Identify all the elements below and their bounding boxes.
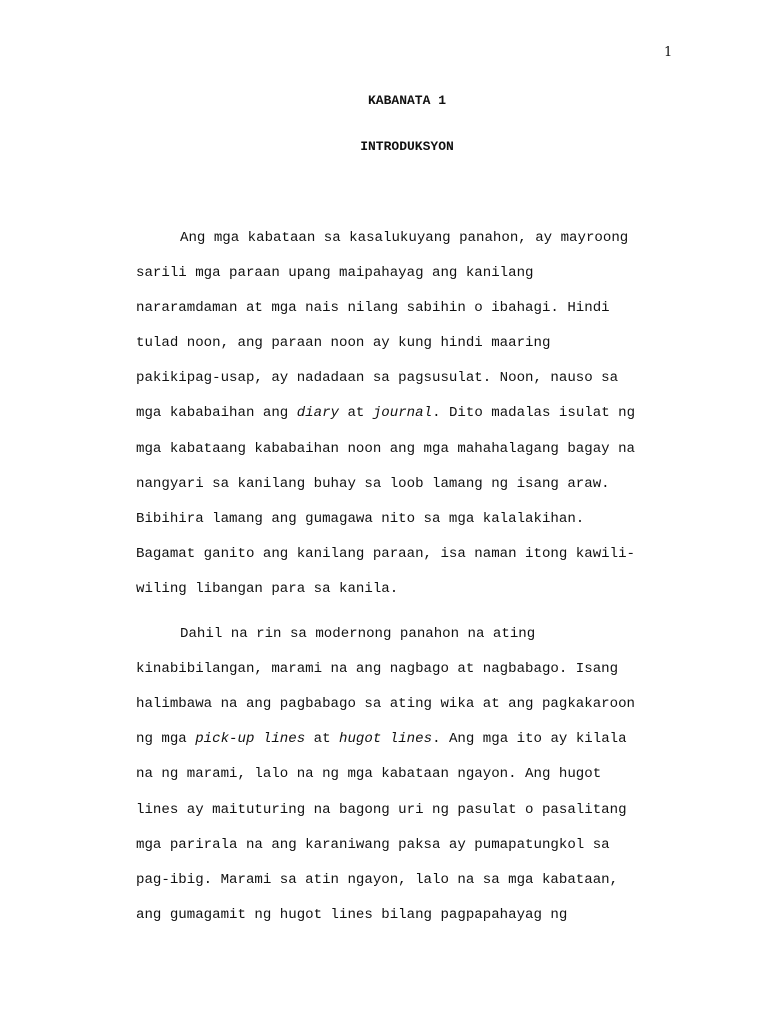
text-segment: nararamdaman at mga nais nilang sabihin o ibahagi. Hindi — [136, 300, 610, 317]
text-line — [136, 256, 676, 291]
text-segment: mga parirala na ang karaniwang paksa ay pumapatungkol sa — [136, 836, 610, 853]
text-line — [136, 828, 676, 863]
text-segment: . Ang mga ito ay kilala — [432, 731, 627, 748]
text-segment: Ang mga kabataan sa kasalukuyang panahon, ay mayroong — [180, 230, 629, 246]
section-title: INTRODUKSYON — [360, 139, 454, 154]
text-segment: mga kabataang kababaihan noon ang mga mahahalagang bagay na — [136, 440, 635, 457]
text-segment: ang gumagamit ng hugot lines bilang pagpapahayag ng — [136, 906, 568, 923]
text-segment: at — [305, 731, 340, 748]
text-segment: nangyari sa kanilang buhay sa loob lamang ng isang araw. — [136, 475, 610, 492]
italic-term: journal — [372, 405, 433, 422]
text-segment: lines ay maituturing na bagong uri ng pasulat o pasalitang — [136, 801, 627, 818]
italic-term: pick-up lines — [195, 731, 306, 748]
page-number: 1 — [664, 45, 673, 60]
text-line — [136, 396, 676, 431]
text-line — [136, 617, 676, 652]
text-segment: pakikipag-usap, ay nadadaan sa pagsusulat. Noon, nauso sa — [136, 370, 619, 387]
text-line — [136, 221, 676, 256]
paragraph — [136, 221, 676, 607]
text-segment: Dahil na rin sa modernong panahon na ating — [180, 626, 536, 643]
text-line — [136, 687, 676, 722]
text-line — [136, 291, 676, 326]
text-line — [136, 572, 676, 607]
text-line — [136, 722, 676, 757]
text-segment: ng mga — [136, 731, 196, 748]
text-segment: sarili mga paraan upang maipahayag ang kanilang — [136, 265, 534, 282]
text-line — [136, 757, 676, 792]
text-segment: mga kababaihan ang — [136, 405, 297, 422]
text-segment: Bagamat ganito ang kanilang paraan, isa naman itong kawili- — [136, 545, 635, 562]
text-segment: kinabibilangan, marami na ang nagbago at nagbabago. Isang — [136, 661, 619, 678]
text-segment: pag-ibig. Marami sa atin ngayon, lalo na sa mga kabataan, — [136, 871, 619, 888]
text-line — [136, 863, 676, 898]
text-line — [136, 432, 676, 467]
text-line — [136, 793, 676, 828]
text-line — [136, 467, 676, 502]
text-line — [136, 898, 676, 933]
text-segment: Bibihira lamang ang gumagawa nito sa mga kalalakihan. — [136, 510, 585, 527]
text-segment: na ng marami, lalo na ng mga kabataan ngayon. Ang hugot — [136, 766, 602, 783]
italic-term: hugot lines — [339, 731, 433, 748]
text-line — [136, 326, 676, 361]
text-line — [136, 652, 676, 687]
paragraph — [136, 617, 676, 933]
text-segment: wiling libangan para sa kanila. — [136, 580, 399, 597]
text-segment: . Dito madalas isulat ng — [432, 405, 636, 422]
text-segment: at — [339, 405, 373, 422]
text-segment: tulad noon, ang paraan noon ay kung hindi maaring — [136, 335, 551, 352]
text-line — [136, 361, 676, 396]
text-line — [136, 537, 676, 572]
text-line — [136, 502, 676, 537]
italic-term: diary — [296, 405, 339, 422]
text-segment: halimbawa na ang pagbabago sa ating wika at ang pagkakaroon — [136, 696, 635, 713]
body-text — [136, 221, 676, 933]
paragraph-gap — [136, 607, 676, 617]
chapter-title: KABANATA 1 — [367, 93, 446, 108]
